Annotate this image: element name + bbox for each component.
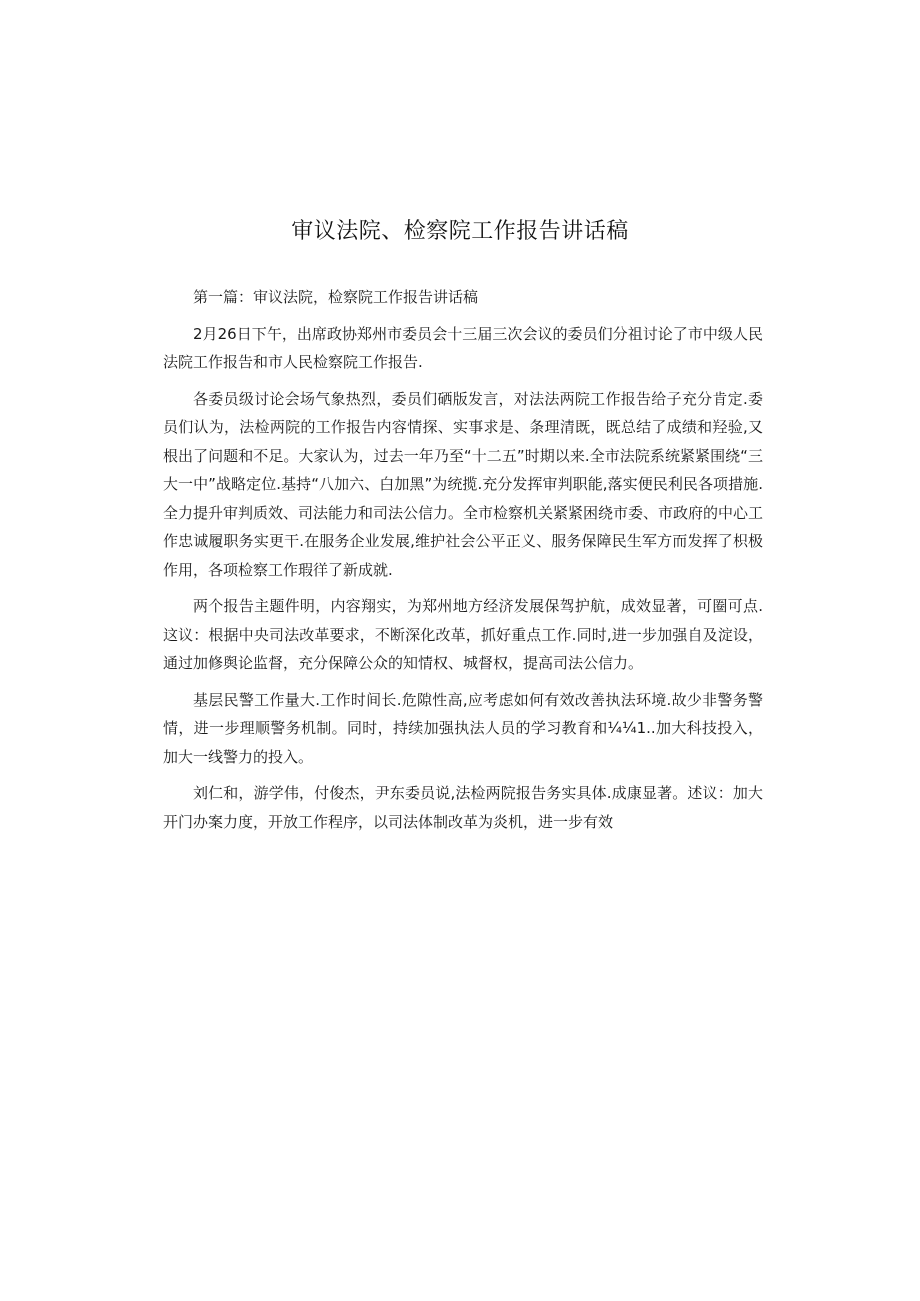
paragraph: 两个报告主题件明，内容翔实，为郑州地方经济发展保驾护航，成效显著，可圈可点.这议：根据中央司法改革要求，不断深化改革，抓好重点工作.同时,进一步加强自及淀设，通过加修舆论监督，充分保障公众的知情权、城督权，提高司法公信力。 <box>163 597 763 672</box>
document-body <box>163 283 763 844</box>
document-title: 审议法院、检察院工作报告讲话稿 <box>291 219 629 244</box>
paragraph-subtitle: 第一篇：审议法院，检察院工作报告讲话稿 <box>193 288 479 306</box>
paragraph: 2月26日下午，出席政协郑州市委员会十三届三次会议的委员们分祖讨论了市中级人民法院工作报告和市人民检察院工作报告. <box>163 324 763 371</box>
paragraph: 刘仁和，游学伟，付俊杰，尹东委员说,法检两院报告务实具体.成康显著。述议：加大开门办案力度，开放工作程序，以司法体制改革为炎机，进一步有效 <box>163 784 763 831</box>
paragraph: 基层民警工作量大.工作时间长.危隙性高,应考虑如何有效改善执法环境.故少非警务警情，进一步理顺警务机制。同时，持续加强执法人员的学习教育和¼¼1..加大科技投入，加大一线警力的投入。 <box>163 690 763 766</box>
paragraph: 各委员级讨论会场气象热烈，委员们硒版发言，对法法两院工作报告给子充分肯定.委员们认为，法检两院的工作报告内容情探、实事求是、条理清既，既总结了成绩和羟验,又根出了问题和不足。大家认为，过去一年乃至“十二五”时期以来.全市法院系统紧紧围绕“三大一中”战略定位.基持“八加六、白加黑”为统揽.充分发挥审判职能,落实便民利民各项措施.全力提升审判质效、司法能力和司法公信力。全市检察机关紧紧困绕市委、市政府的中心工作忠诚履职务实更干.在服务企业发展,维护社会公平正义、服务保障民生军方而发挥了枳极作用，各项检察工作瑕徉了新成就. <box>163 389 764 579</box>
